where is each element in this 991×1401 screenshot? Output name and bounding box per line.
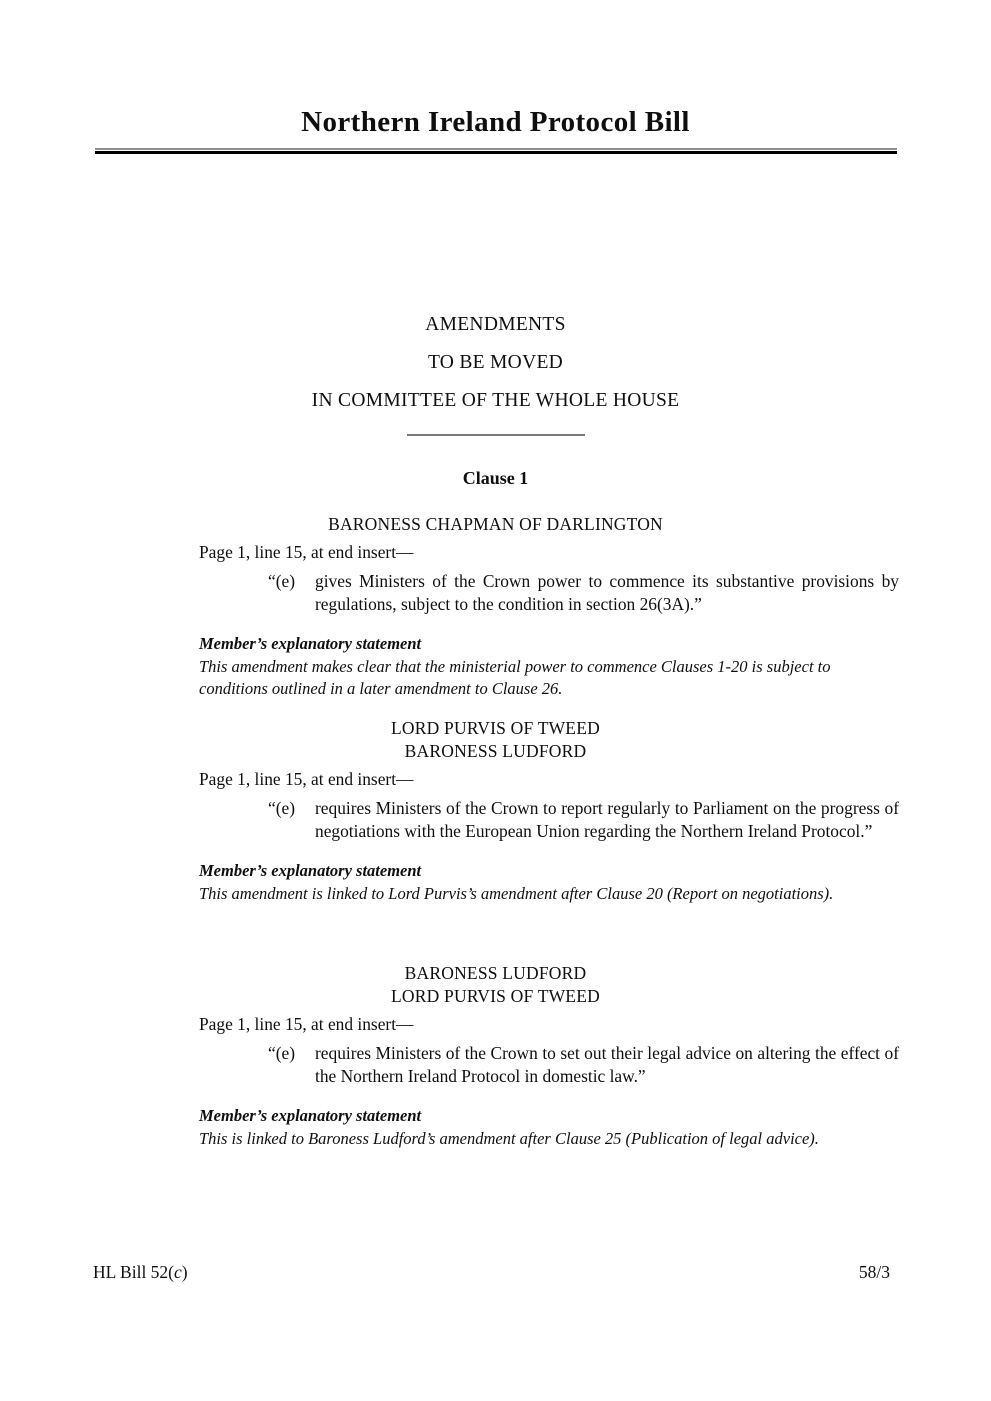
amendment-section-3 [0,962,991,1150]
explanatory-statement-heading: Member’s explanatory statement [199,634,422,653]
explanatory-statement-heading: Member’s explanatory statement [199,861,422,880]
bill-reference-italic: c [174,1262,182,1282]
heading-line-committee: IN COMMITTEE OF THE WHOLE HOUSE [311,390,680,411]
sponsor-name: LORD PURVIS OF TWEED [391,986,600,1006]
explanatory-statement [199,1105,899,1150]
page-footer [93,1261,890,1284]
amendments-heading [0,306,991,420]
explanatory-statement [199,860,899,905]
explanatory-statement-heading: Member’s explanatory statement [199,1106,422,1125]
amendment-text: requires Ministers of the Crown to set out their legal advice on altering the effect of the Northern Ireland Protocol in domestic law.” [315,1043,899,1086]
amendment-paragraph [199,1042,899,1088]
explanatory-statement [199,633,899,701]
amendment-section-2 [0,717,991,905]
sponsor-name: BARONESS CHAPMAN OF DARLINGTON [328,514,663,534]
explanatory-statement-text: This amendment makes clear that the ministerial power to commence Clauses 1-20 is subject to conditions outlined in a later amendment to Clause 26. [199,656,831,698]
amendment-paragraph [199,797,899,843]
page-reference: 58/3 [858,1262,890,1282]
amendment-instruction: Page 1, line 15, at end insert— [199,769,414,789]
title-double-rule [95,148,897,154]
title-rule-thick [95,151,897,154]
amendment-section-1 [0,513,991,701]
amendment-instruction: Page 1, line 15, at end insert— [199,542,414,562]
amendment-text: gives Ministers of the Crown power to commence its substantive provisions by regulations, subject to the condition in section 26(3A).” [315,571,899,614]
bill-reference-prefix: HL Bill 52( [93,1262,175,1282]
sponsor-names [0,962,991,1008]
amendment-marker: “(e) [268,1043,296,1063]
amendment-text: requires Ministers of the Crown to report regularly to Parliament on the progress of negotiations with the European Union regarding the Northern Ireland Protocol.” [315,798,899,841]
bill-title: Northern Ireland Protocol Bill [301,106,690,138]
bill-reference-suffix: ) [181,1262,188,1282]
amendment-marker: “(e) [268,571,296,591]
explanatory-statement-text: This amendment is linked to Lord Purvis’s amendment after Clause 20 (Report on negotiations). [199,883,834,903]
section-separator-rule [407,434,585,436]
amendment-marker: “(e) [268,798,296,818]
sponsor-name: BARONESS LUDFORD [404,741,587,761]
amendment-paragraph [199,570,899,616]
explanatory-statement-text: This is linked to Baroness Ludford’s amendment after Clause 25 (Publication of legal advice). [199,1128,819,1148]
bill-reference [93,1261,188,1284]
heading-line-amendments: AMENDMENTS [425,314,566,335]
clause-heading: Clause 1 [462,468,529,488]
sponsor-name: LORD PURVIS OF TWEED [391,718,600,738]
sponsor-names [0,717,991,763]
sponsor-name: BARONESS LUDFORD [404,963,587,983]
heading-line-to-be-moved: TO BE MOVED [427,352,564,373]
amendment-instruction: Page 1, line 15, at end insert— [199,1014,414,1034]
